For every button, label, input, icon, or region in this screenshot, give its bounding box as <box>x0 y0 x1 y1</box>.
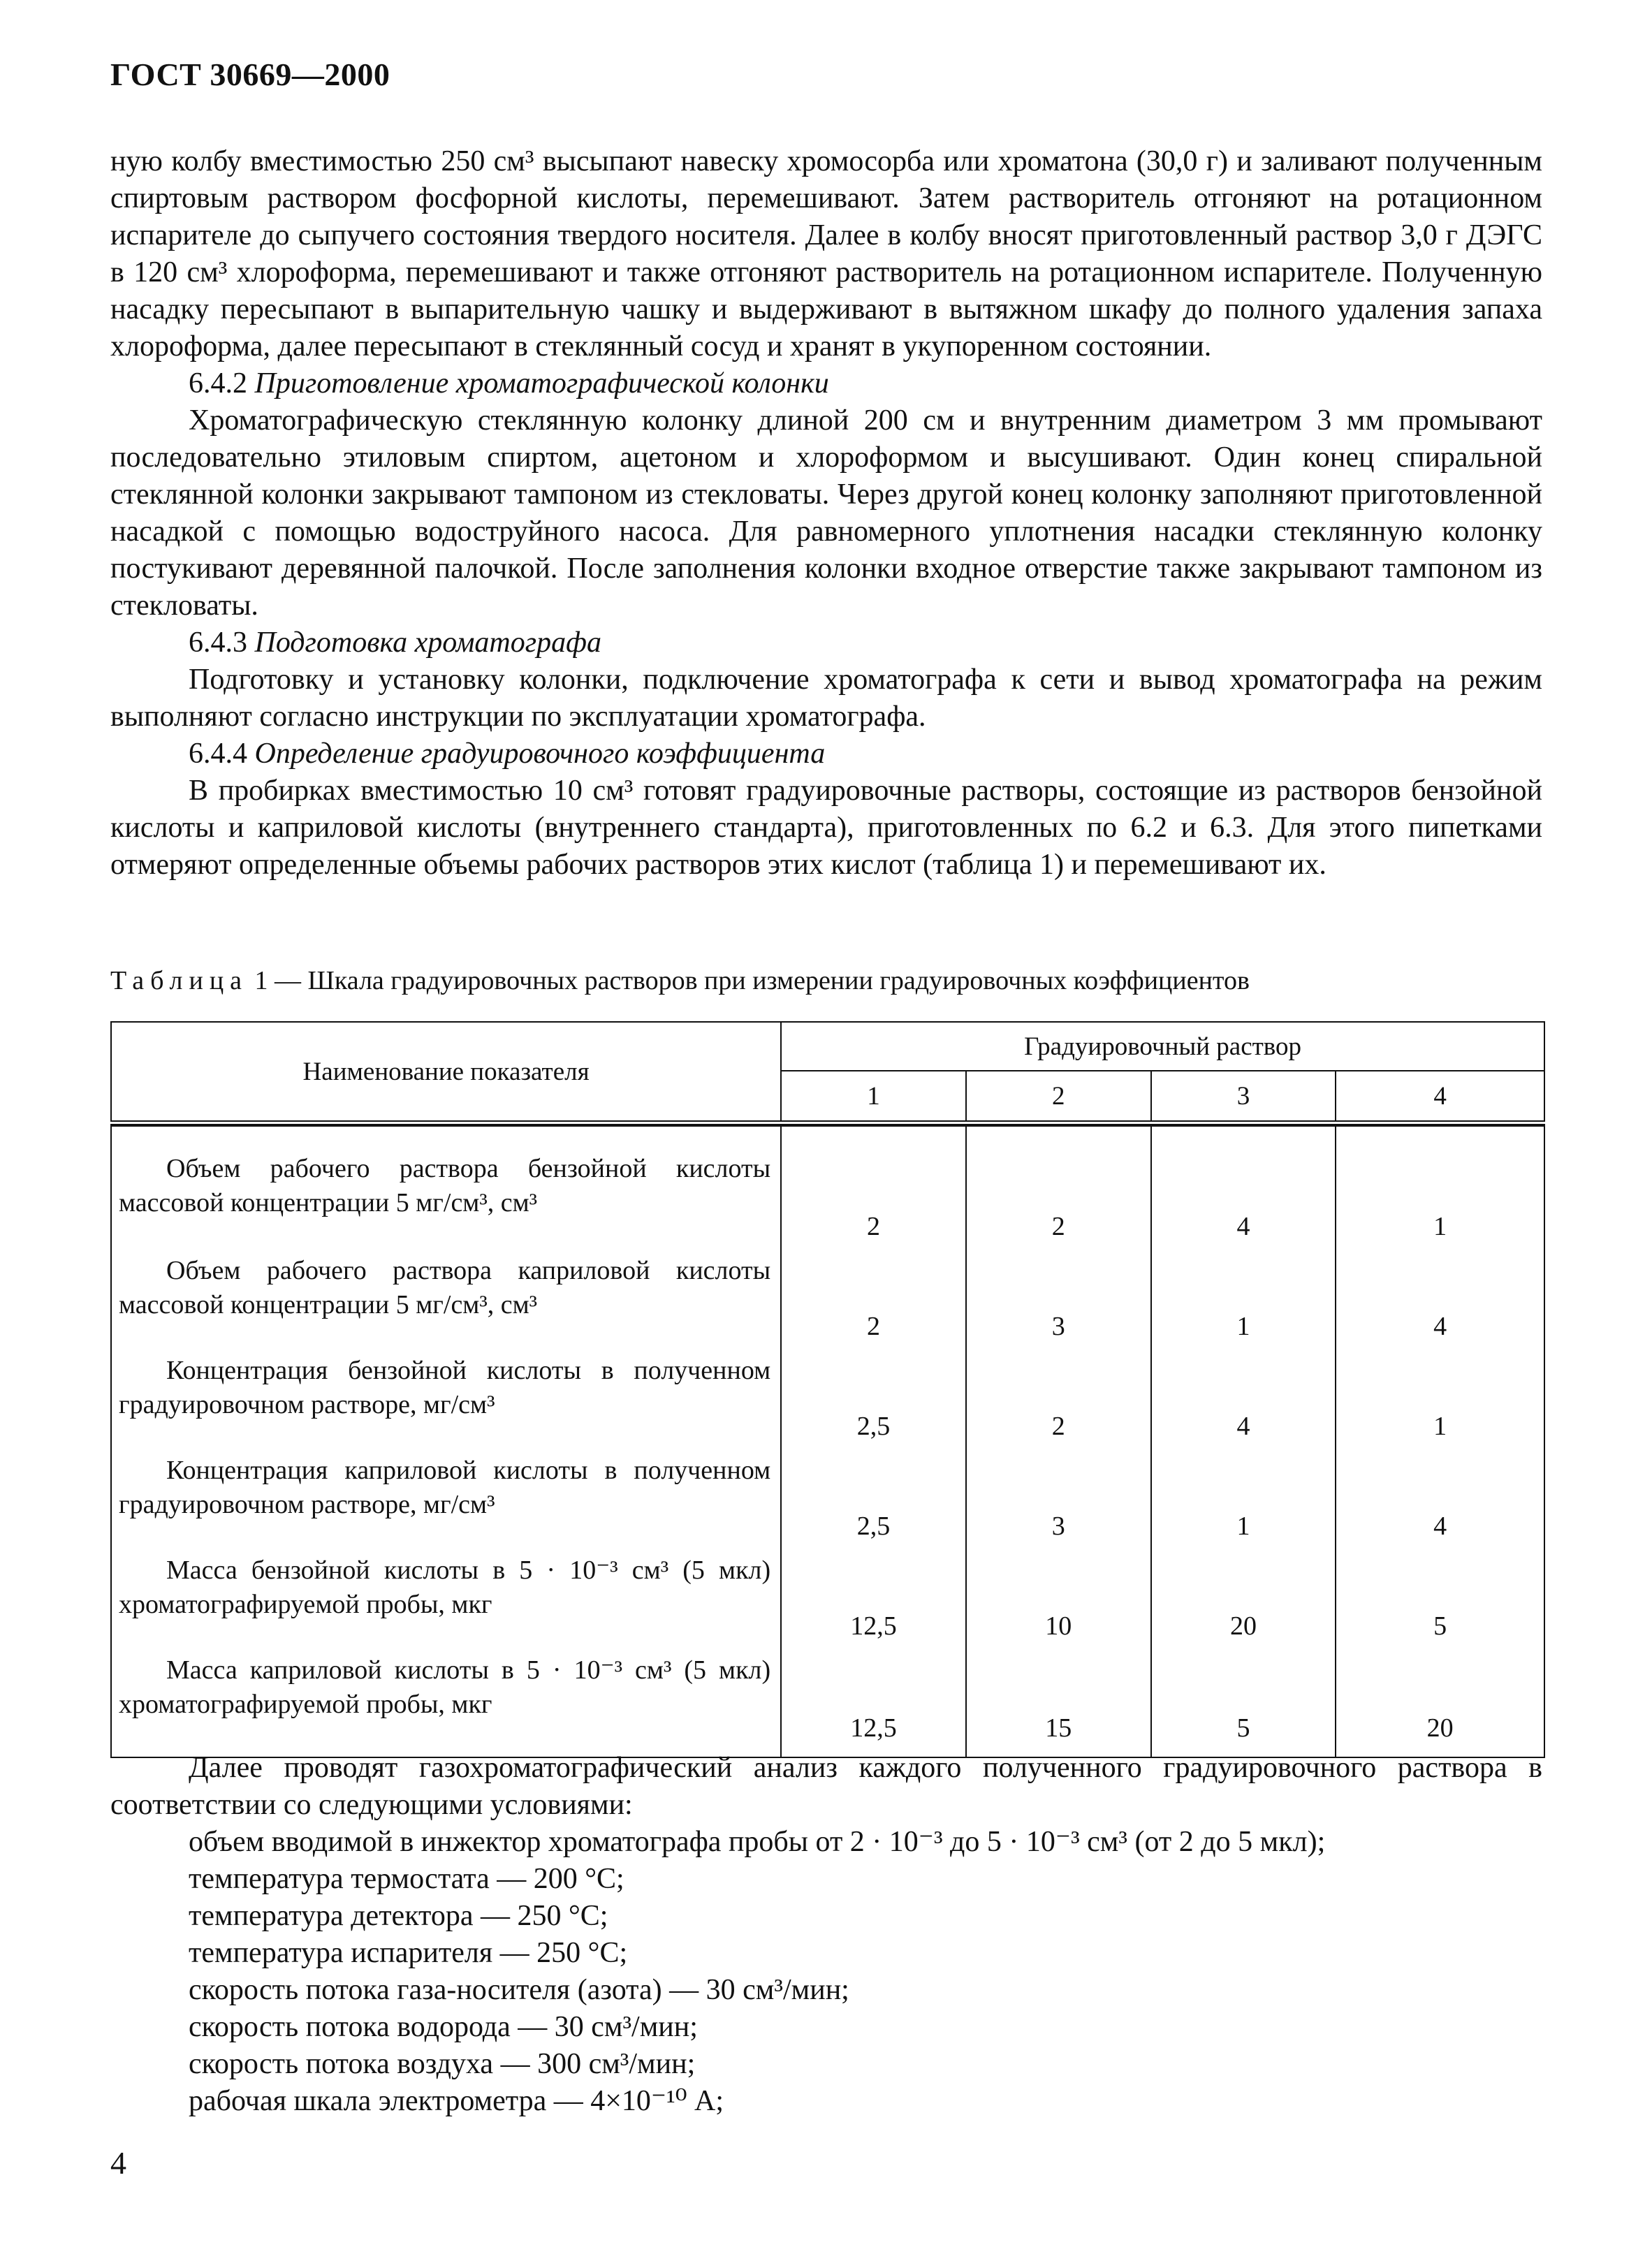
table-cell: 2,5 <box>781 1451 966 1551</box>
table-row <box>111 1251 1544 1351</box>
list-item: температура испарителя — 250 °С; <box>189 1937 628 1969</box>
table-cell: 2 <box>781 1126 966 1251</box>
row-label: Масса бензойной кислоты в 5 · 10⁻³ см³ (5 мкл) хроматографируемой пробы, мкг <box>119 1556 771 1619</box>
section-number: 6.4.2 <box>189 367 247 400</box>
row-label: Объем рабочего раствора каприловой кислоты массовой концентрации 5 мг/см³, см³ <box>119 1256 771 1319</box>
table-cell: 1 <box>1151 1451 1336 1551</box>
column-header-name: Наименование показателя <box>111 1022 781 1123</box>
table-cell: 20 <box>1336 1651 1544 1757</box>
section-title: Приготовление хроматографической колонки <box>254 367 829 400</box>
table-cell: 1 <box>1151 1251 1336 1351</box>
list-item: объем вводимой в инжектор хроматографа пробы от 2 · 10⁻³ до 5 · 10⁻³ см³ (от 2 до 5 мкл); <box>189 1826 1326 1858</box>
table-cell: 5 <box>1151 1651 1336 1757</box>
paragraph: ную колбу вместимостью 250 см³ высыпают навеску хромосорба или хроматона (30,0 г) и заливают полученным спиртовым раствором фосфорной кислоты, перемешивают. Затем растворитель отгоняют на ротационном испарителе до сыпучего состояния твердого носителя. Далее в колбу вносят приготовленный раствор 3,0 г ДЭГС в 120 см³ хлороформа, перемешивают и также отгоняют растворитель на ротационном испарителе. Полученную насадку пересыпают в выпарительную чашку и выдерживают в вытяжном шкафу до полного удаления запаха хлороформа, далее пересыпают в стеклянный сосуд и хранят в укупоренном состоянии. <box>110 145 1542 363</box>
table-cell: 2 <box>966 1126 1151 1251</box>
table-cell: 1 <box>1336 1126 1544 1251</box>
column-header: 1 <box>781 1071 966 1123</box>
list-item: скорость потока воздуха — 300 см³/мин; <box>189 2048 696 2080</box>
row-label: Масса каприловой кислоты в 5 · 10⁻³ см³ (5 мкл) хроматографируемой пробы, мкг <box>119 1655 771 1719</box>
table-cell: 12,5 <box>781 1551 966 1651</box>
section-number: 6.4.3 <box>189 627 247 659</box>
table-caption-label: Таблица <box>110 966 249 995</box>
table-caption-number: 1 <box>254 966 268 995</box>
column-group-header: Градуировочный раствор <box>781 1022 1544 1071</box>
list-item: скорость потока газа-носителя (азота) — 30 см³/мин; <box>189 1974 849 2006</box>
table-cell: 4 <box>1336 1451 1544 1551</box>
section-heading-6-4-2 <box>110 365 1542 402</box>
paragraph: Далее проводят газохроматографический анализ каждого полученного градуировочного раствора в соответствии со следующими условиями: <box>110 1752 1542 1821</box>
table-cell: 1 <box>1336 1351 1544 1451</box>
table-row <box>111 1126 1544 1251</box>
paragraph: Подготовку и установку колонки, подключение хроматографа к сети и вывод хроматографа на режим выполняют согласно инструкции по эксплуатации хроматографа. <box>110 664 1542 733</box>
table-caption-text: — Шкала градуировочных растворов при измерении градуировочных коэффициентов <box>275 966 1250 995</box>
paragraph: Хроматографическую стеклянную колонку длиной 200 см и внутренним диаметром 3 мм промывают последовательно этиловым спиртом, ацетоном и хлороформом и высушивают. Один конец спиральной стеклянной колонки закрывают тампоном из стекловаты. Через другой конец колонку заполняют приготовленной насадкой с помощью водоструйного насоса. Для равномерного уплотнения насадки стеклянную колонку постукивают деревянной палочкой. После заполнения колонки входное отверстие также закрывают тампоном из стекловаты. <box>110 404 1542 622</box>
column-header: 4 <box>1336 1071 1544 1123</box>
table-row <box>111 1551 1544 1651</box>
section-heading-6-4-3 <box>110 624 1542 661</box>
table-cell: 4 <box>1151 1351 1336 1451</box>
body-text-bottom <box>110 1750 1542 2120</box>
table-cell: 4 <box>1151 1126 1336 1251</box>
calibration-table <box>110 1021 1545 1758</box>
table-caption <box>110 965 1577 996</box>
table-cell: 15 <box>966 1651 1151 1757</box>
table-cell: 2 <box>966 1351 1151 1451</box>
table-cell: 3 <box>966 1251 1151 1351</box>
list-item: температура термостата — 200 °С; <box>189 1863 624 1895</box>
table-cell: 2 <box>781 1251 966 1351</box>
table-cell: 20 <box>1151 1551 1336 1651</box>
section-title: Определение градуировочного коэффициента <box>254 738 826 770</box>
table-cell: 10 <box>966 1551 1151 1651</box>
table-row <box>111 1451 1544 1551</box>
section-number: 6.4.4 <box>189 738 247 770</box>
row-label: Концентрация каприловой кислоты в полученном градуировочном растворе, мг/см³ <box>119 1456 771 1519</box>
section-heading-6-4-4 <box>110 736 1542 773</box>
table-cell: 5 <box>1336 1551 1544 1651</box>
list-item: скорость потока водорода — 30 см³/мин; <box>189 2011 698 2043</box>
paragraph: В пробирках вместимостью 10 см³ готовят градуировочные растворы, состоящие из растворов бензойной кислоты и каприловой кислоты (внутреннего стандарта), приготовленных по 6.2 и 6.3. Для этого пипетками отмеряют определенные объемы рабочих растворов этих кислот (таблица 1) и перемешивают их. <box>110 775 1542 881</box>
page-number: 4 <box>110 2145 126 2181</box>
list-item: температура детектора — 250 °С; <box>189 1900 608 1932</box>
table-cell: 4 <box>1336 1251 1544 1351</box>
column-header: 2 <box>966 1071 1151 1123</box>
table-cell: 2,5 <box>781 1351 966 1451</box>
body-text-top <box>110 143 1542 884</box>
conditions-list <box>110 1824 1542 2120</box>
row-label: Концентрация бензойной кислоты в полученном градуировочном растворе, мг/см³ <box>119 1356 771 1419</box>
row-label: Объем рабочего раствора бензойной кислоты массовой концентрации 5 мг/см³, см³ <box>119 1154 771 1217</box>
table-cell: 12,5 <box>781 1651 966 1757</box>
document-header: ГОСТ 30669—2000 <box>110 57 390 92</box>
table-row <box>111 1351 1544 1451</box>
list-item: рабочая шкала электрометра — 4×10⁻¹⁰ А; <box>189 2085 724 2117</box>
table-cell: 3 <box>966 1451 1151 1551</box>
column-header: 3 <box>1151 1071 1336 1123</box>
section-title: Подготовка хроматографа <box>254 627 601 659</box>
table-row <box>111 1651 1544 1757</box>
